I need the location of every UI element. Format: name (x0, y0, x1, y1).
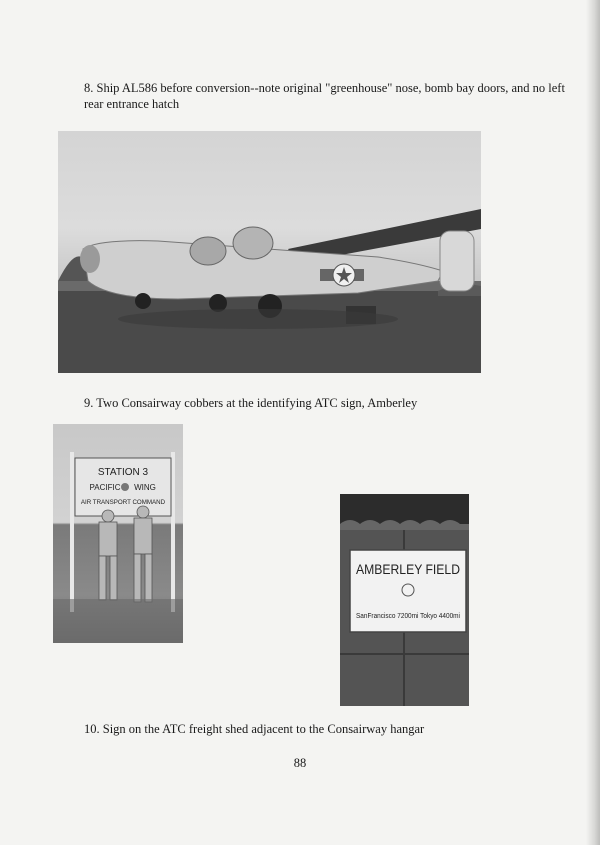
amberley-sign-distances: SanFrancisco 7200mi Tokyo 4400mi (356, 613, 461, 620)
amberley-sign-illustration (340, 494, 469, 706)
station-sign-line2-left: PACIFIC (89, 483, 121, 492)
aircraft-illustration (58, 131, 481, 373)
photo-b24-aircraft (58, 131, 481, 373)
station-sign-illustration (53, 424, 183, 643)
station-sign-line3: AIR TRANSPORT COMMAND (80, 499, 166, 506)
station-sign-line1: STATION 3 (97, 467, 149, 478)
photo-station-sign (53, 424, 183, 643)
photo-amberley-sign (340, 494, 469, 706)
caption-photo-8: 8. Ship AL586 before conversion--note original "greenhouse" nose, bomb bay doors, and no left rear entrance hatch (84, 81, 565, 111)
wing-emblem-icon (121, 483, 129, 491)
amberley-sign-title: AMBERLEY FIELD (356, 562, 461, 577)
page-edge-shadow (586, 0, 600, 845)
caption-photo-9: 9. Two Consairway cobbers at the identifying ATC sign, Amberley (84, 396, 418, 410)
caption-photo-10: 10. Sign on the ATC freight shed adjacent to the Consairway hangar (84, 722, 425, 736)
page-number: 88 (293, 756, 307, 770)
station-sign-line2-right: WING (134, 483, 156, 492)
